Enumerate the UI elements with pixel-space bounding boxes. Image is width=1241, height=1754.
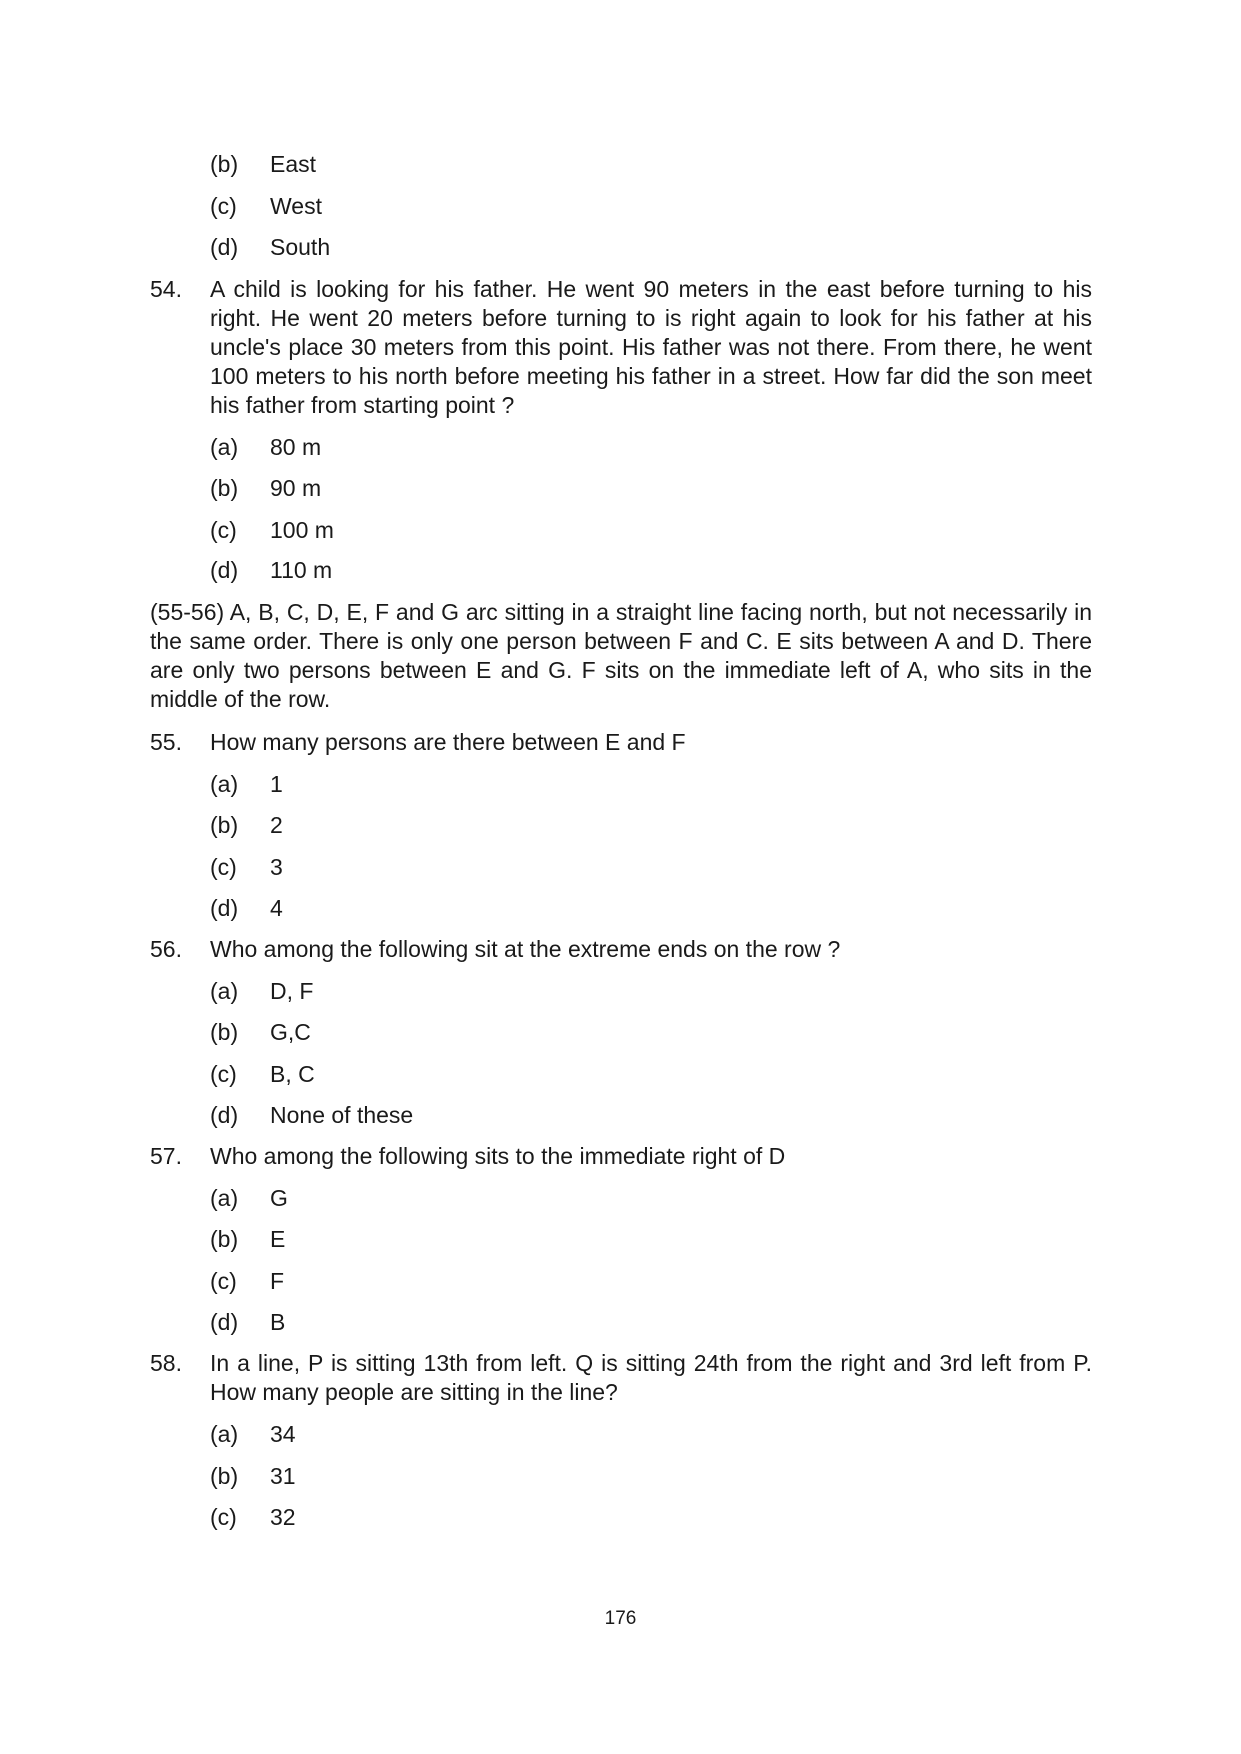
option-label: (b) [210,812,239,838]
question-57-option-a [210,1184,288,1213]
question-54-option-c [210,516,334,545]
question-57-option-c [210,1267,284,1296]
option-label: (a) [210,1421,239,1447]
question-55-number: 55. [150,729,182,755]
option-label: (d) [210,1309,239,1335]
option-label: (c) [210,193,237,219]
option-label: (c) [210,1504,237,1530]
option-label: (b) [210,475,239,501]
option-text: 80 m [270,434,322,460]
option-label: (d) [210,1102,239,1128]
question-58-option-c [210,1503,296,1532]
question-54-option-b [210,474,321,503]
option-label: (b) [210,1019,239,1045]
option-label: (c) [210,1061,237,1087]
option-text: G [270,1185,288,1211]
question-56-option-a [210,977,313,1006]
question-56-text: Who among the following sit at the extreme ends on the row ? [210,936,841,962]
option-text: F [270,1268,285,1294]
option-text: 90 m [270,475,322,501]
option-label: (c) [210,854,237,880]
question-58-option-a [210,1420,296,1449]
option-text: 34 [270,1421,296,1447]
question-56-number: 56. [150,936,182,962]
option-label: (b) [210,1463,239,1489]
question-58-text: In a line, P is sitting 13th from left. Q is sitting 24th from the right and 3rd left from P. How many people are sitting in the line? [210,1350,1092,1405]
passage-55-56: (55-56) A, B, C, D, E, F and G arc sitting in a straight line facing north, but not necessarily in the same order. There is only one person between F and C. E sits between A and D. There are only two persons between E and G. F sits on the immediate left of A, who sits in the middle of the row. [150,599,1092,712]
question-54-option-a [210,433,321,462]
question-55-option-c [210,853,283,882]
question-54-text: A child is looking for his father. He went 90 meters in the east before turning to his right. He went 20 meters before turning to is right again to look for his father at his uncle's place 30 meters from this point. His father was not there. From there, he went 100 meters to his north before meeting his father in a street. How far did the son meet his father from starting point ? [210,276,1092,418]
option-text: 110 m [270,557,333,583]
option-text: 32 [270,1504,296,1530]
option-text: 2 [270,812,283,838]
option-text: B [270,1309,286,1335]
question-57-number: 57. [150,1143,182,1169]
option-text: 3 [270,854,283,880]
question-55-option-b [210,811,283,840]
option-text: 4 [270,895,283,921]
option-label: (b) [210,1226,239,1252]
option-label: (b) [210,151,239,177]
option-text: East [270,151,317,177]
question-55-text: How many persons are there between E and F [210,729,686,755]
option-label: (a) [210,771,239,797]
option-text: D, F [270,978,314,1004]
option-label: (a) [210,1185,239,1211]
option-text: E [270,1226,286,1252]
page-number: 176 [604,1608,637,1629]
option-label: (a) [210,434,239,460]
question-57-option-d [210,1308,285,1337]
question-56-option-c [210,1060,315,1089]
option-text: West [270,193,322,219]
option-text: B, C [270,1061,315,1087]
question-56-option-b [210,1018,311,1047]
option-label: (d) [210,234,239,260]
option-text: G,C [270,1019,311,1045]
option-text: South [270,234,331,260]
question-54-number: 54. [150,276,182,302]
option-label: (c) [210,517,237,543]
option-text: 100 m [270,517,334,543]
option-carryover-c [210,192,322,221]
question-55-option-d [210,894,283,923]
question-57-text: Who among the following sits to the immediate right of D [210,1143,786,1169]
question-58-option-b [210,1462,296,1491]
option-text: None of these [270,1102,414,1128]
option-text: 1 [270,771,283,797]
option-text: 31 [270,1463,296,1489]
option-label: (d) [210,895,239,921]
option-label: (d) [210,557,239,583]
question-57-option-b [210,1225,285,1254]
option-carryover-d [210,233,330,262]
option-label: (a) [210,978,239,1004]
option-label: (c) [210,1268,237,1294]
question-58-number: 58. [150,1350,182,1376]
question-56-option-d [210,1101,413,1130]
question-54-option-d [210,556,332,585]
question-55-option-a [210,770,283,799]
option-carryover-b [210,150,316,179]
